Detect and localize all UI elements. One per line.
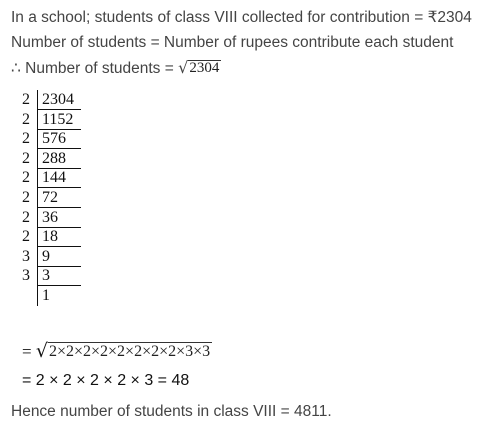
division-quotient: 288 bbox=[38, 149, 81, 169]
division-divisor: 2 bbox=[22, 130, 30, 148]
division-quotient: 1152 bbox=[38, 110, 81, 130]
division-quotient: 3 bbox=[38, 266, 81, 286]
division-quotient: 36 bbox=[38, 208, 81, 228]
sqrt-factors bbox=[36, 340, 212, 362]
conclusion-line: Hence number of students in class VIII = 4811. bbox=[11, 403, 332, 420]
division-quotient: 72 bbox=[38, 188, 81, 208]
sqrt-radicand: 2304 bbox=[189, 60, 220, 76]
division-divisor: 2 bbox=[22, 149, 30, 167]
factor-expression-prefix: = bbox=[22, 342, 36, 361]
sqrt-statement-line bbox=[11, 58, 221, 78]
division-divisor: 2 bbox=[22, 91, 30, 108]
sqrt-symbol: √ bbox=[35, 340, 48, 362]
relation-line: Number of students = Number of rupees contribute each student bbox=[11, 34, 454, 51]
division-quotient: 576 bbox=[38, 129, 81, 149]
problem-statement-line: In a school; students of class VIII collected for contribution = ₹2304 bbox=[11, 9, 472, 26]
result-expression: = 2 × 2 × 2 × 2 × 3 = 48 bbox=[22, 372, 190, 389]
division-quotient: 9 bbox=[38, 247, 81, 267]
division-divisor: 2 bbox=[22, 228, 30, 246]
factor-expression bbox=[22, 340, 212, 362]
sqrt-symbol: √ bbox=[178, 58, 189, 77]
division-divisor: 2 bbox=[22, 188, 30, 206]
division-quotient: 18 bbox=[38, 227, 81, 247]
division-divisor: 3 bbox=[22, 267, 30, 285]
division-divisor: 2 bbox=[22, 208, 30, 226]
division-divisor: 2 bbox=[22, 169, 30, 187]
division-quotient: 144 bbox=[38, 168, 81, 188]
sqrt-factors-radicand: 2×2×2×2×2×2×2×2×3×3 bbox=[48, 343, 211, 360]
division-quotient: 1 bbox=[42, 286, 50, 304]
division-quotient: 2304 bbox=[38, 90, 81, 110]
division-divisor: 3 bbox=[22, 247, 30, 265]
division-divisor: 2 bbox=[22, 110, 30, 128]
sqrt-statement-prefix: ∴ Number of students = bbox=[11, 60, 179, 77]
sqrt-2304 bbox=[178, 58, 221, 78]
